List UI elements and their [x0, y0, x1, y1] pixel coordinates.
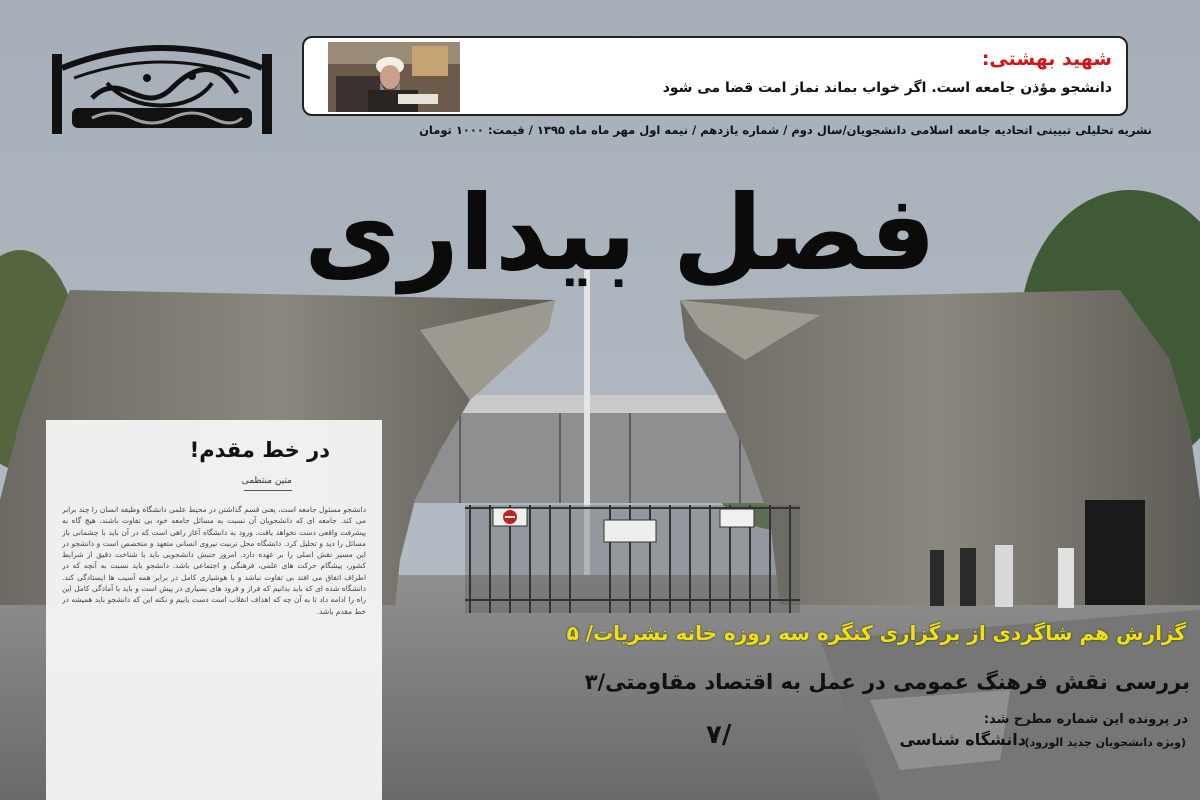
headline: فصل بیداری — [303, 172, 937, 294]
masthead-logo — [52, 38, 272, 134]
quote-author: شهید بهشتی: — [981, 48, 1112, 70]
editorial-author: متین منتظمی — [241, 476, 292, 486]
editorial-body: دانشجو مسئول جامعه است، یعنی قسم گذاشتن در محیط علمی دانشگاه وظیفه انسان را چند برابر می کند. جامعه ای که دانشجویان آن نسبت به مسائل جامعه خود بی تفاوت باشند، هیچ گاه به پیشرفت واقعی دست نخواهد یافت. ورود به دانشگاه آغاز راهی است که در آن باید با چشمانی باز مسائل را دید و تحلیل کرد. دانشگاه محل تربیت نیروی انسانی متعهد و متخصص است و دانشجو در این مسیر نقش اصلی را بر عهده دارد. امروز جنبش دانشجویی باید با شناخت دقیق از شرایط کشور، پیشگام حرکت های علمی، فرهنگی و اجتماعی باشد. دانشجو باید نسبت به آنچه که در اطراف اتفاق می افتد بی تفاوت نباشد و با هوشیاری کامل در برابر همه آسیب ها ایستادگی کند. دانشگاه شده ای که باید بدانیم که فراز و فرود های بسیاری در پیش است و باید با آمادگی کامل این راه را ادامه داد تا به آن چه که اهداف انقلاب است دست یابیم و نکته این که دانشجو باید همیشه در خط مقدم باشد. — [62, 505, 366, 616]
quote-text: دانشجو مؤذن جامعه است. اگر خواب بماند نماز امت قضا می شود — [662, 80, 1112, 96]
portrait-photo — [328, 42, 460, 112]
dossier-page-number: /۷ — [706, 720, 732, 750]
contents-item-culture: بررسی نقش فرهنگ عمومی در عمل به اقتصاد مقاومتی/۳ — [584, 670, 1190, 694]
dossier-title: دانشگاه شناسی — [899, 730, 1026, 749]
issue-line: نشریه تحلیلی تبیینی اتحادیه جامعه اسلامی دانشجویان/سال دوم / شماره یازدهم / نیمه اول مهر ماه ماه ۱۳۹۵ / قیمت: ۱۰۰۰ تومان — [419, 123, 1152, 137]
dossier-subtitle: (ویژه دانشجویان جدید الورود) — [1024, 736, 1186, 749]
dossier-label: در پرونده این شماره مطرح شد: — [983, 712, 1188, 727]
editorial-divider — [244, 490, 292, 491]
editorial-column — [46, 420, 382, 800]
editorial-title: در خط مقدم! — [189, 438, 330, 462]
quote-box — [302, 36, 1128, 116]
contents-item-report: گزارش هم شاگردی از برگزاری کنگره سه روزه خانه نشریات/ ۵ — [566, 621, 1186, 645]
